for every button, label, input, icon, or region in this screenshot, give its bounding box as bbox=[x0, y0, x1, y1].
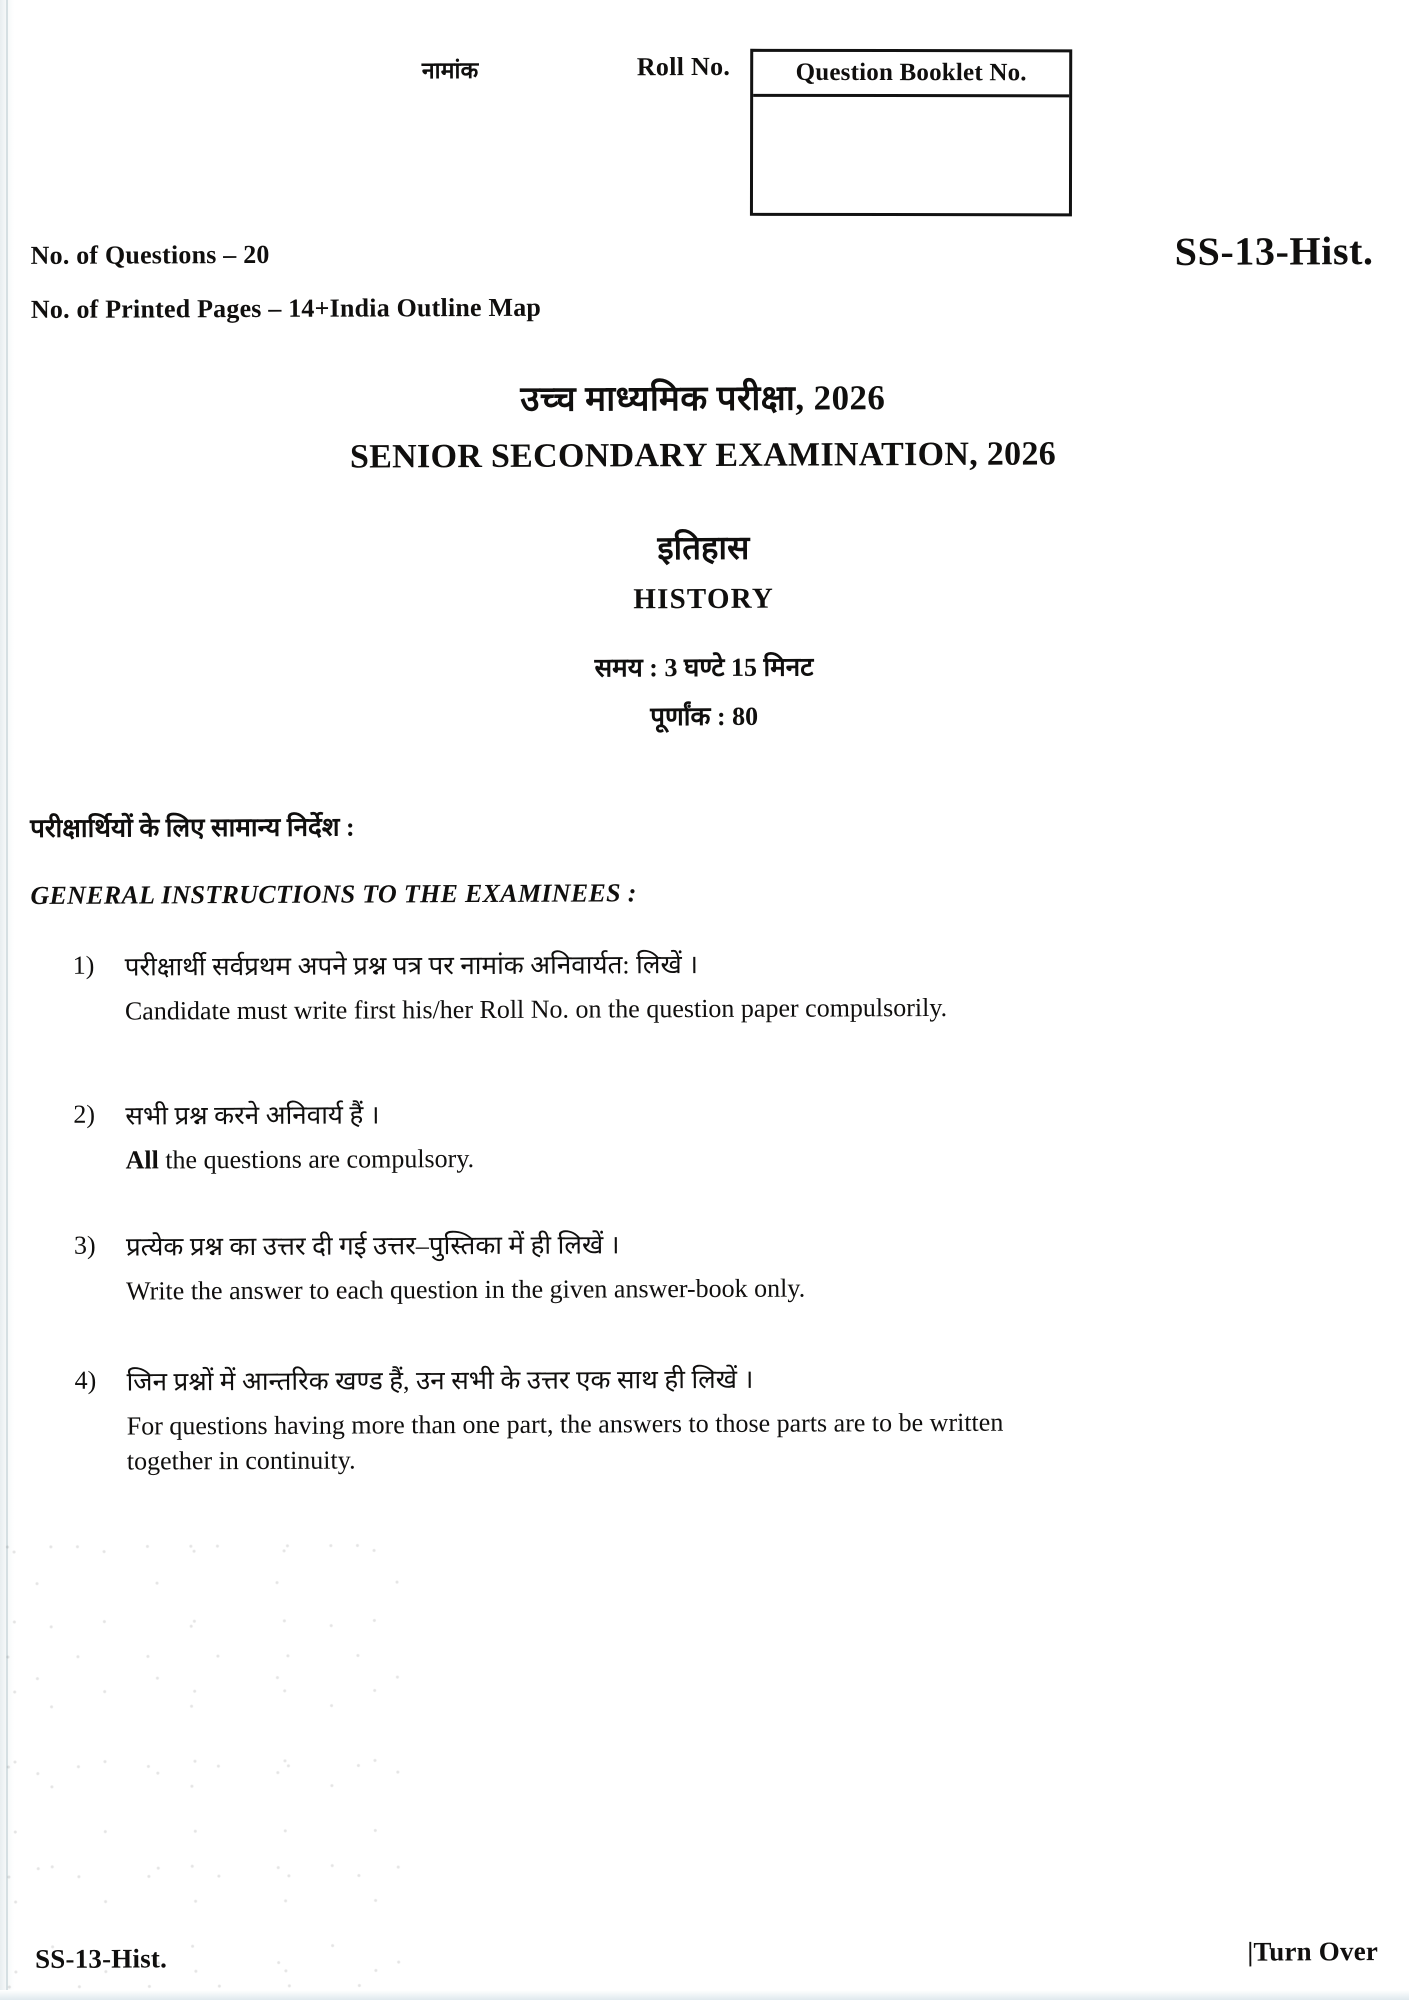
instruction-english-bold: All bbox=[125, 1145, 159, 1175]
instruction-hindi: प्रत्येक प्रश्न का उत्तर दी गई उत्तर–पुस्तिका में ही लिखें । bbox=[125, 1230, 620, 1262]
question-booklet-no-header bbox=[753, 52, 1069, 98]
naamank-label: नामांक bbox=[421, 57, 479, 84]
no-of-questions: No. of Questions – 20 bbox=[30, 239, 270, 270]
exam-title-hindi: उच्च माध्यमिक परीक्षा, 2026 bbox=[520, 378, 886, 419]
instruction-english bbox=[127, 1406, 1085, 1480]
instruction-english-text: the questions are compulsory. bbox=[158, 1144, 475, 1175]
instruction-english-text: Write the answer to each question in the given answer-book only. bbox=[126, 1273, 806, 1306]
instruction-english bbox=[125, 1140, 1083, 1179]
roll-no-label: Roll No. bbox=[636, 51, 731, 82]
subject-title-hindi: इतिहास bbox=[657, 530, 750, 568]
footer-paper-code: SS-13-Hist. bbox=[34, 1943, 168, 1974]
exam-time: समय : 3 घण्टे 15 मिनट bbox=[594, 652, 814, 683]
footer-turn-over: |Turn Over bbox=[1247, 1936, 1379, 1967]
instruction-english bbox=[125, 991, 1083, 1030]
instruction-item bbox=[74, 1361, 1084, 1479]
subject-title-english: HISTORY bbox=[633, 582, 775, 616]
question-booklet-no-field[interactable] bbox=[753, 97, 1069, 259]
instruction-item bbox=[74, 1226, 1084, 1310]
instruction-item bbox=[73, 1095, 1083, 1179]
instruction-number: 4) bbox=[74, 1365, 97, 1395]
header-row bbox=[0, 0, 1406, 87]
instruction-hindi: परीक्षार्थी सर्वप्रथम अपने प्रश्न पत्र पर नामांक अनिवार्यत: लिखें । bbox=[124, 950, 699, 982]
general-instructions-heading-hindi: परीक्षार्थियों के लिए सामान्य निर्देश : bbox=[30, 812, 355, 843]
scan-grain-artifact bbox=[3, 1501, 425, 2000]
no-of-printed-pages: No. of Printed Pages – 14+India Outline Map bbox=[30, 292, 542, 324]
question-booklet-no-label: Question Booklet No. bbox=[795, 58, 1027, 87]
instruction-number: 3) bbox=[73, 1230, 96, 1260]
instruction-number: 1) bbox=[72, 950, 95, 980]
paper-code-top: SS-13-Hist. bbox=[1174, 228, 1374, 274]
general-instructions-heading-english: GENERAL INSTRUCTIONS TO THE EXAMINEES : bbox=[30, 878, 637, 910]
instruction-hindi: सभी प्रश्न करने अनिवार्य हैं । bbox=[125, 1100, 380, 1131]
question-booklet-no-box bbox=[750, 49, 1072, 217]
instruction-english-text: For questions having more than one part, the answers to those parts are to be written together in continuity. bbox=[126, 1407, 1004, 1476]
instruction-english bbox=[126, 1271, 1084, 1310]
instruction-hindi: जिन प्रश्नों में आन्तरिक खण्ड हैं, उन सभी के उत्तर एक साथ ही लिखें । bbox=[126, 1364, 754, 1397]
instruction-english-text: Candidate must write first his/her Roll No. on the question paper compulsorily. bbox=[124, 993, 948, 1026]
instruction-number: 2) bbox=[73, 1099, 96, 1129]
instruction-item bbox=[73, 946, 1083, 1030]
exam-title-english: SENIOR SECONDARY EXAMINATION, 2026 bbox=[349, 435, 1057, 476]
max-marks: पूर्णांक : 80 bbox=[650, 701, 759, 732]
